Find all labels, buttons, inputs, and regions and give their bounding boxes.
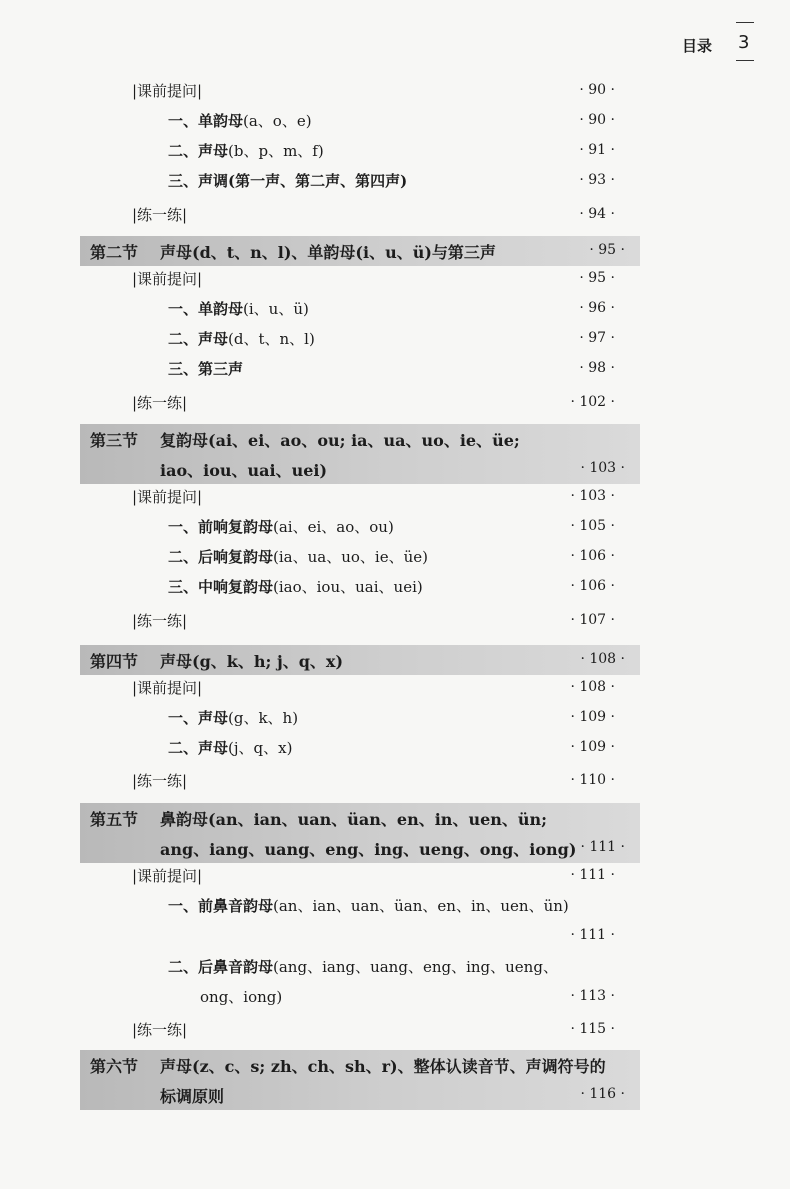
toc-entry[interactable] [0, 324, 790, 354]
toc-entry-page: · 94 · [579, 206, 615, 222]
toc-entry-label: 一、前响复韵母(ai、ei、ao、ou) [168, 518, 394, 536]
running-header-title: 目录 [682, 37, 713, 55]
toc-entry-label: 一、声母(g、k、h) [168, 709, 299, 727]
section-number: 第三节 [90, 431, 139, 450]
section-title-continued: iao、iou、uai、uei) [160, 461, 328, 480]
toc-entry-page: · 113 · [570, 988, 615, 1004]
toc-entry-page: · 107 · [570, 612, 615, 628]
section-title: 声母(z、c、s; zh、ch、sh、r)、整体认读音节、声调符号的 [160, 1057, 606, 1076]
toc-entry[interactable] [0, 542, 790, 572]
section-title-continued: 标调原则 [160, 1087, 225, 1106]
toc-entry-page: · 90 · [579, 82, 615, 98]
toc-entry-continued[interactable] [0, 921, 790, 951]
toc-entry[interactable] [0, 952, 790, 982]
toc-entry-label: 三、中响复韵母(iao、iou、uai、uei) [168, 578, 423, 596]
toc-entry-page: · 91 · [579, 142, 615, 158]
toc-entry-label: |课前提问| [132, 82, 203, 100]
toc-entry[interactable] [0, 76, 790, 106]
toc-entry[interactable] [0, 512, 790, 542]
toc-entry-page: · 110 · [570, 772, 615, 788]
toc-entry-label: |练一练| [132, 206, 188, 224]
toc-entry-page: · 109 · [570, 709, 615, 725]
toc-entry-page: · 106 · [570, 578, 615, 594]
toc-entry[interactable] [0, 264, 790, 294]
toc-entry-continued[interactable] [0, 982, 790, 1012]
toc-entry-page: · 96 · [579, 300, 615, 316]
section-number: 第四节 [90, 652, 139, 671]
toc-entry[interactable] [0, 354, 790, 384]
section-title: 复韵母(ai、ei、ao、ou; ia、ua、uo、ie、üe; [160, 431, 520, 450]
section-number: 第六节 [90, 1057, 139, 1076]
section-page: · 108 · [580, 651, 625, 667]
section-title: 声母(g、k、h; j、q、x) [160, 652, 344, 671]
toc-entry[interactable] [0, 861, 790, 891]
toc-entry-page: · 111 · [570, 867, 615, 883]
toc-entry-page: · 106 · [570, 548, 615, 564]
toc-entry[interactable] [0, 766, 790, 796]
toc-entry-label: 一、前鼻音韵母(an、ian、uan、üan、en、in、uen、ün) [168, 897, 569, 915]
toc-entry-label: 二、后鼻音韵母(ang、iang、uang、eng、ing、ueng、 [168, 958, 558, 976]
toc-entry-page: · 93 · [579, 172, 615, 188]
toc-entry-label: 三、第三声 [168, 360, 244, 378]
toc-entry[interactable] [0, 388, 790, 418]
section-page: · 103 · [580, 460, 625, 476]
toc-entry-page: · 102 · [570, 394, 615, 410]
toc-entry[interactable] [0, 106, 790, 136]
header-rule-bottom [736, 60, 754, 61]
toc-entry-label: |课前提问| [132, 488, 203, 506]
toc-entry-label: 三、声调(第一声、第二声、第四声) [168, 172, 408, 190]
section-page: · 116 · [580, 1086, 625, 1102]
section-page: · 95 · [589, 242, 625, 258]
toc-entry-label: 二、声母(d、t、n、l) [168, 330, 315, 348]
section-heading-2[interactable] [80, 236, 640, 266]
toc-entry-label: 二、后响复韵母(ia、ua、uo、ie、üe) [168, 548, 428, 566]
toc-entry-label: |课前提问| [132, 679, 203, 697]
toc-entry-label-continued: ong、iong) [200, 988, 283, 1006]
section-number: 第五节 [90, 810, 139, 829]
toc-entry-page: · 97 · [579, 330, 615, 346]
toc-entry-label: 一、单韵母(a、o、e) [168, 112, 312, 130]
toc-entry-page: · 108 · [570, 679, 615, 695]
toc-entry[interactable] [0, 891, 790, 921]
toc-entry-label: |练一练| [132, 394, 188, 412]
toc-entry[interactable] [0, 166, 790, 196]
toc-entry-page: · 95 · [579, 270, 615, 286]
toc-entry[interactable] [0, 1015, 790, 1045]
section-heading-3[interactable] [80, 424, 640, 484]
toc-entry-label: 二、声母(b、p、m、f) [168, 142, 324, 160]
section-heading-5[interactable] [80, 803, 640, 863]
toc-entry[interactable] [0, 200, 790, 230]
toc-entry-page: · 115 · [570, 1021, 615, 1037]
section-heading-6[interactable] [80, 1050, 640, 1110]
toc-entry-label: |课前提问| [132, 270, 203, 288]
toc-entry-page: · 98 · [579, 360, 615, 376]
toc-entry-label: |练一练| [132, 612, 188, 630]
toc-entry[interactable] [0, 482, 790, 512]
toc-entry[interactable] [0, 606, 790, 636]
section-title-continued: ang、iang、uang、eng、ing、ueng、ong、iong) [160, 840, 577, 859]
toc-entry-page: · 111 · [570, 927, 615, 943]
toc-entry[interactable] [0, 136, 790, 166]
header-rule-top [736, 22, 754, 23]
page-number: 3 [738, 32, 750, 53]
section-page: · 111 · [580, 839, 625, 855]
toc-entry[interactable] [0, 294, 790, 324]
toc-entry[interactable] [0, 703, 790, 733]
toc-entry-page: · 90 · [579, 112, 615, 128]
toc-entry-label: 二、声母(j、q、x) [168, 739, 293, 757]
section-title: 鼻韵母(an、ian、uan、üan、en、in、uen、ün; [160, 810, 548, 829]
section-heading-4[interactable] [80, 645, 640, 675]
toc-entry-page: · 105 · [570, 518, 615, 534]
toc-entry-label: |练一练| [132, 1021, 188, 1039]
toc-entry-label: |练一练| [132, 772, 188, 790]
toc-entry-page: · 103 · [570, 488, 615, 504]
toc-entry[interactable] [0, 733, 790, 763]
section-title: 声母(d、t、n、l)、单韵母(i、u、ü)与第三声 [160, 243, 496, 262]
toc-entry-label: 一、单韵母(i、u、ü) [168, 300, 309, 318]
section-number: 第二节 [90, 243, 139, 262]
toc-entry[interactable] [0, 572, 790, 602]
toc-entry-page: · 109 · [570, 739, 615, 755]
toc-entry-label: |课前提问| [132, 867, 203, 885]
toc-entry[interactable] [0, 673, 790, 703]
